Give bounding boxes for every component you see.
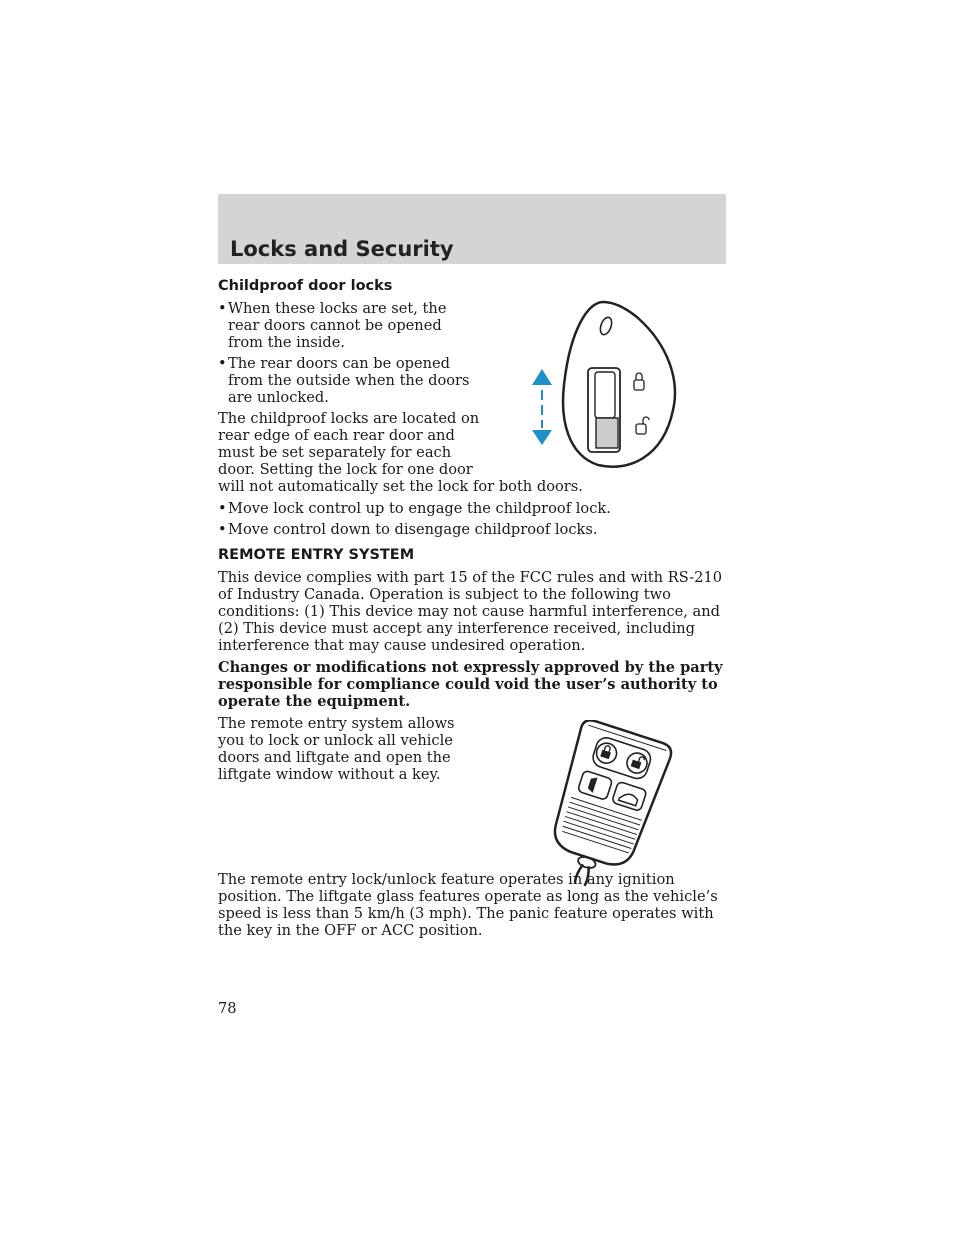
bullet-text: The rear doors can be opened from the outside when the doors are unlocked. xyxy=(228,355,470,406)
bullet-item xyxy=(218,355,480,406)
remote-heading: REMOTE ENTRY SYSTEM xyxy=(218,547,415,563)
unlock-icon xyxy=(636,417,649,434)
bullet-item xyxy=(218,300,480,351)
bullet-dot: • xyxy=(218,500,227,517)
lock-icon xyxy=(634,373,644,390)
section-title: Locks and Security xyxy=(230,237,454,261)
warning-paragraph: Changes or modifications not expressly approved by the party responsible for compliance could void the user’s authority to operate the equipment. xyxy=(218,659,723,710)
childproof-paragraph: The childproof locks are located on rear edge of each rear door and must be set separately for each door. Setting the lock for one door xyxy=(218,410,480,478)
childproof-lock-illustration xyxy=(528,290,688,475)
bullet-dot: • xyxy=(218,300,227,317)
section-header-band xyxy=(218,194,726,264)
bullet-text: When these locks are set, the rear doors cannot be opened from the inside. xyxy=(228,300,447,351)
bullet-item xyxy=(218,500,728,517)
bullet-item xyxy=(218,521,728,538)
up-down-arrow xyxy=(532,369,552,445)
bullet-text: Move control down to disengage childproof locks. xyxy=(228,521,598,538)
bullet-dot: • xyxy=(218,521,227,538)
fcc-paragraph: This device complies with part 15 of the FCC rules and with RS-210 of Industry Canada. Operation is subject to the following two conditions: (1) This device may not cause harmful interference, and (2) This device must accept any interference received, including interference that may cause undesired operation. xyxy=(218,569,723,654)
remote-intro-paragraph: The remote entry system allows you to lock or unlock all vehicle doors and liftgate and open the liftgate window without a key. xyxy=(218,715,455,783)
key-fob-illustration xyxy=(530,720,680,890)
childproof-paragraph-tail: will not automatically set the lock for both doors. xyxy=(218,478,583,495)
remote-features-paragraph: The remote entry lock/unlock feature operates in any ignition position. The liftgate glass features operate as long as the vehicle’s speed is less than 5 km/h (3 mph). The panic feature operates with the key in the OFF or ACC position. xyxy=(218,871,718,939)
bullet-dot: • xyxy=(218,355,227,372)
childproof-heading: Childproof door locks xyxy=(218,278,393,294)
bullet-text: Move lock control up to engage the childproof lock. xyxy=(228,500,611,517)
page-number: 78 xyxy=(218,1000,237,1017)
